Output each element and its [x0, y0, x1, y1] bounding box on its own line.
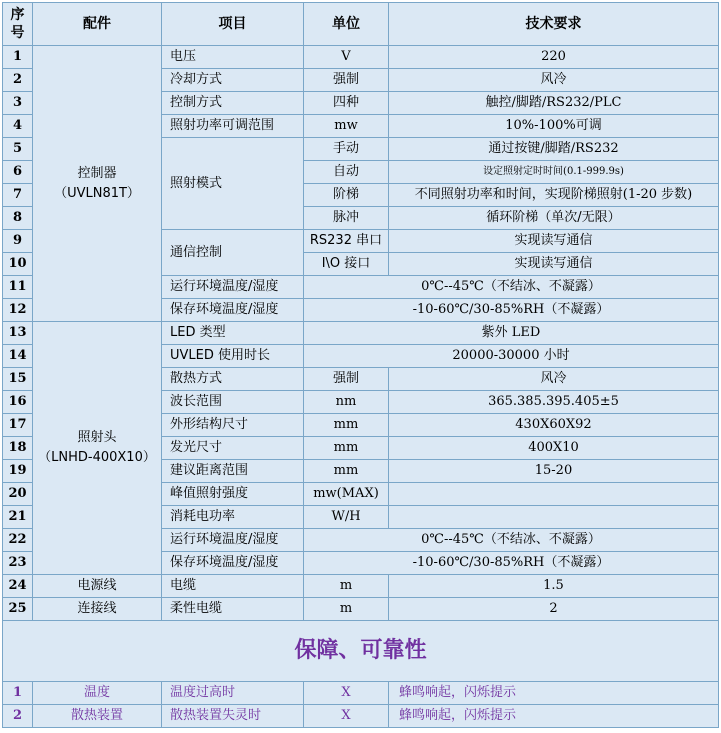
unit-cell: W/H: [304, 506, 389, 529]
unit-cell: RS232 串口: [304, 230, 389, 253]
row-number: 3: [3, 92, 33, 115]
row-number: 21: [3, 506, 33, 529]
head-name: 照射头: [77, 430, 117, 445]
req-cell: 2: [389, 598, 719, 621]
row-number: 2: [3, 705, 33, 728]
unit-cell: mm: [304, 460, 389, 483]
req-cell: 风冷: [389, 368, 719, 391]
item-cell: 保存环境温度/湿度: [162, 552, 304, 575]
item-cell: 温度过高时: [162, 682, 304, 705]
table-row: [3, 575, 719, 598]
row-number: 23: [3, 552, 33, 575]
unit-cell: mm: [304, 414, 389, 437]
row-number: 1: [3, 46, 33, 69]
head-part-cell: [33, 322, 162, 575]
row-number: 7: [3, 184, 33, 207]
unit-cell: m: [304, 598, 389, 621]
item-cell: 照射功率可调范围: [162, 115, 304, 138]
unit-cell: mm: [304, 437, 389, 460]
item-cell: 冷却方式: [162, 69, 304, 92]
req-cell: 0℃--45℃（不结冰、不凝露）: [304, 276, 719, 299]
row-number: 10: [3, 253, 33, 276]
part-cell: 温度: [33, 682, 162, 705]
section-title-row: [3, 621, 719, 682]
item-cell: 波长范围: [162, 391, 304, 414]
item-cell: 散热装置失灵时: [162, 705, 304, 728]
controller-model: （UVLN81T）: [54, 185, 140, 201]
unit-cell: X: [304, 705, 389, 728]
table-row: [3, 682, 719, 705]
item-cell: 发光尺寸: [162, 437, 304, 460]
req-header: 技术要求: [389, 3, 719, 46]
req-cell: 蜂鸣响起，闪烁提示: [389, 682, 719, 705]
unit-cell: V: [304, 46, 389, 69]
unit-cell: m: [304, 575, 389, 598]
req-cell: 15-20: [389, 460, 719, 483]
item-cell: 控制方式: [162, 92, 304, 115]
row-number: 12: [3, 299, 33, 322]
row-number: 24: [3, 575, 33, 598]
item-cell: 外形结构尺寸: [162, 414, 304, 437]
item-header: 项目: [162, 3, 304, 46]
row-number: 13: [3, 322, 33, 345]
row-number: 20: [3, 483, 33, 506]
row-number: 1: [3, 682, 33, 705]
unit-cell: 强制: [304, 368, 389, 391]
unit-cell: 阶梯: [304, 184, 389, 207]
controller-part-cell: [33, 46, 162, 322]
req-cell: 400X10: [389, 437, 719, 460]
row-number: 11: [3, 276, 33, 299]
req-cell: 通过按键/脚踏/RS232: [389, 138, 719, 161]
req-cell: 实现读写通信: [389, 253, 719, 276]
row-number: 25: [3, 598, 33, 621]
item-cell: 消耗电功率: [162, 506, 304, 529]
req-cell: 循环阶梯（单次/无限）: [389, 207, 719, 230]
reliability-title: 保障、可靠性: [3, 621, 719, 682]
req-cell: -10-60℃/30-85%RH（不凝露）: [304, 299, 719, 322]
unit-cell: 自动: [304, 161, 389, 184]
unit-cell: X: [304, 682, 389, 705]
item-cell: UVLED 使用时长: [162, 345, 304, 368]
req-cell: 365.385.395.405±5: [389, 391, 719, 414]
req-cell: -10-60℃/30-85%RH（不凝露）: [304, 552, 719, 575]
mode-group-cell: 照射模式: [162, 138, 304, 230]
req-cell: 风冷: [389, 69, 719, 92]
req-cell: [389, 483, 719, 506]
req-cell: 蜂鸣响起，闪烁提示: [389, 705, 719, 728]
controller-name: 控制器: [77, 165, 117, 181]
req-cell: 0℃--45℃（不结冰、不凝露）: [304, 529, 719, 552]
unit-cell: nm: [304, 391, 389, 414]
req-cell: 不同照射功率和时间，实现阶梯照射(1-20 步数): [389, 184, 719, 207]
head-model: （LNHD-400X10）: [38, 450, 156, 465]
item-cell: 电压: [162, 46, 304, 69]
comm-group-cell: 通信控制: [162, 230, 304, 276]
req-cell: 触控/脚踏/RS232/PLC: [389, 92, 719, 115]
row-number: 8: [3, 207, 33, 230]
req-cell: 430X60X92: [389, 414, 719, 437]
req-cell: 紫外 LED: [304, 322, 719, 345]
row-number: 9: [3, 230, 33, 253]
req-cell: 1.5: [389, 575, 719, 598]
table-row: [3, 322, 719, 345]
req-cell: 10%-100%可调: [389, 115, 719, 138]
row-number: 2: [3, 69, 33, 92]
row-number: 22: [3, 529, 33, 552]
part-cell: 散热装置: [33, 705, 162, 728]
item-cell: 柔性电缆: [162, 598, 304, 621]
unit-cell: 脉冲: [304, 207, 389, 230]
table-row: [3, 46, 719, 69]
unit-cell: mw: [304, 115, 389, 138]
seq-header: 序 号: [3, 3, 33, 46]
unit-header: 单位: [304, 3, 389, 46]
req-cell: [389, 506, 719, 529]
row-number: 6: [3, 161, 33, 184]
req-cell: 220: [389, 46, 719, 69]
req-cell: 实现读写通信: [389, 230, 719, 253]
row-number: 19: [3, 460, 33, 483]
item-cell: LED 类型: [162, 322, 304, 345]
row-number: 18: [3, 437, 33, 460]
item-cell: 运行环境温度/湿度: [162, 276, 304, 299]
unit-cell: 四种: [304, 92, 389, 115]
spec-table: [2, 2, 719, 728]
header-row: [3, 3, 719, 46]
part-cell: 电源线: [33, 575, 162, 598]
row-number: 4: [3, 115, 33, 138]
item-cell: 运行环境温度/湿度: [162, 529, 304, 552]
row-number: 17: [3, 414, 33, 437]
row-number: 15: [3, 368, 33, 391]
unit-cell: mw(MAX): [304, 483, 389, 506]
item-cell: 散热方式: [162, 368, 304, 391]
req-cell: 设定照射定时时间(0.1-999.9s): [389, 161, 719, 184]
item-cell: 峰值照射强度: [162, 483, 304, 506]
item-cell: 电缆: [162, 575, 304, 598]
item-cell: 建议距离范围: [162, 460, 304, 483]
unit-cell: 手动: [304, 138, 389, 161]
row-number: 16: [3, 391, 33, 414]
unit-cell: I\O 接口: [304, 253, 389, 276]
table-row: [3, 705, 719, 728]
unit-cell: 强制: [304, 69, 389, 92]
part-cell: 连接线: [33, 598, 162, 621]
table-row: [3, 598, 719, 621]
row-number: 14: [3, 345, 33, 368]
item-cell: 保存环境温度/湿度: [162, 299, 304, 322]
row-number: 5: [3, 138, 33, 161]
req-cell: 20000-30000 小时: [304, 345, 719, 368]
part-header: 配件: [33, 3, 162, 46]
